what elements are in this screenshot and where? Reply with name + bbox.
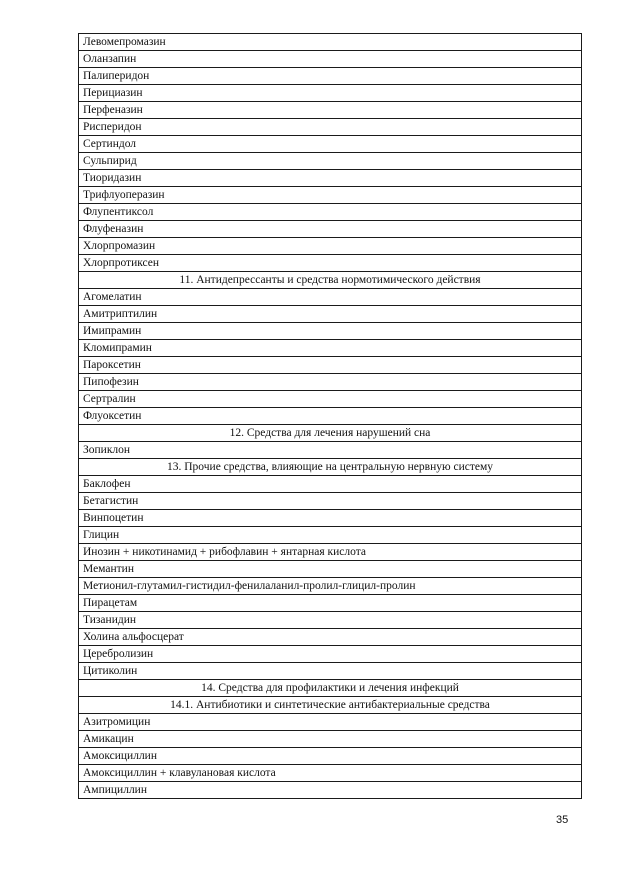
drug-name: Флуфеназин <box>79 221 582 238</box>
drug-name: Трифлуоперазин <box>79 187 582 204</box>
drug-row <box>79 663 582 680</box>
drug-name: Агомелатин <box>79 289 582 306</box>
section-heading: 11. Антидепрессанты и средства нормотимического действия <box>79 272 582 289</box>
drug-row <box>79 391 582 408</box>
drug-row <box>79 34 582 51</box>
drug-row <box>79 629 582 646</box>
drug-row <box>79 527 582 544</box>
drug-row <box>79 306 582 323</box>
drug-row <box>79 170 582 187</box>
drug-row <box>79 510 582 527</box>
drug-row <box>79 119 582 136</box>
drug-row <box>79 323 582 340</box>
drug-name: Флупентиксол <box>79 204 582 221</box>
drug-row <box>79 136 582 153</box>
drug-row <box>79 561 582 578</box>
drug-name: Перициазин <box>79 85 582 102</box>
drug-row <box>79 442 582 459</box>
drug-row <box>79 612 582 629</box>
drug-row <box>79 102 582 119</box>
drug-row <box>79 595 582 612</box>
drug-row <box>79 153 582 170</box>
drug-name: Сертиндол <box>79 136 582 153</box>
drug-name: Тизанидин <box>79 612 582 629</box>
drug-row <box>79 544 582 561</box>
drug-name: Пирацетам <box>79 595 582 612</box>
drug-name: Метионил-глутамил-гистидил-фенилаланил-пролил-глицил-пролин <box>79 578 582 595</box>
drug-row <box>79 51 582 68</box>
drug-row <box>79 748 582 765</box>
drug-name: Амикацин <box>79 731 582 748</box>
drug-list-body <box>79 34 582 799</box>
section-heading-row <box>79 459 582 476</box>
drug-name: Амоксициллин + клавулановая кислота <box>79 765 582 782</box>
section-heading: 14. Средства для профилактики и лечения инфекций <box>79 680 582 697</box>
drug-name: Пароксетин <box>79 357 582 374</box>
section-heading: 12. Средства для лечения нарушений сна <box>79 425 582 442</box>
drug-row <box>79 782 582 799</box>
drug-row <box>79 646 582 663</box>
drug-row <box>79 340 582 357</box>
drug-name: Ампициллин <box>79 782 582 799</box>
section-heading-row <box>79 272 582 289</box>
drug-row <box>79 255 582 272</box>
drug-row <box>79 374 582 391</box>
drug-name: Бетагистин <box>79 493 582 510</box>
drug-row <box>79 357 582 374</box>
drug-name: Флуоксетин <box>79 408 582 425</box>
drug-row <box>79 238 582 255</box>
drug-name: Винпоцетин <box>79 510 582 527</box>
drug-name: Сульпирид <box>79 153 582 170</box>
page-number: 35 <box>556 814 569 826</box>
drug-name: Азитромицин <box>79 714 582 731</box>
section-heading: 14.1. Антибиотики и синтетические антибактериальные средства <box>79 697 582 714</box>
drug-name: Перфеназин <box>79 102 582 119</box>
section-heading-row <box>79 680 582 697</box>
drug-name: Сертралин <box>79 391 582 408</box>
drug-name: Кломипрамин <box>79 340 582 357</box>
drug-name: Амоксициллин <box>79 748 582 765</box>
drug-row <box>79 731 582 748</box>
drug-row <box>79 204 582 221</box>
drug-row <box>79 408 582 425</box>
drug-row <box>79 476 582 493</box>
drug-name: Левомепромазин <box>79 34 582 51</box>
drug-name: Имипрамин <box>79 323 582 340</box>
drug-name: Амитриптилин <box>79 306 582 323</box>
section-heading-row <box>79 425 582 442</box>
drug-row <box>79 714 582 731</box>
drug-name: Баклофен <box>79 476 582 493</box>
drug-name: Глицин <box>79 527 582 544</box>
drug-row <box>79 221 582 238</box>
drug-row <box>79 765 582 782</box>
drug-name: Церебролизин <box>79 646 582 663</box>
drug-name: Тиоридазин <box>79 170 582 187</box>
drug-name: Зопиклон <box>79 442 582 459</box>
drug-name: Оланзапин <box>79 51 582 68</box>
drug-name: Пипофезин <box>79 374 582 391</box>
section-heading: 13. Прочие средства, влияющие на центральную нервную систему <box>79 459 582 476</box>
drug-name: Хлорпромазин <box>79 238 582 255</box>
drug-row <box>79 85 582 102</box>
drug-row <box>79 289 582 306</box>
drug-name: Рисперидон <box>79 119 582 136</box>
drug-row <box>79 187 582 204</box>
drug-row <box>79 578 582 595</box>
drug-name: Холина альфосцерат <box>79 629 582 646</box>
drug-name: Палиперидон <box>79 68 582 85</box>
drug-row <box>79 68 582 85</box>
drug-name: Хлорпротиксен <box>79 255 582 272</box>
drug-name: Мемантин <box>79 561 582 578</box>
section-heading-row <box>79 697 582 714</box>
drug-row <box>79 493 582 510</box>
drug-name: Инозин + никотинамид + рибофлавин + янтарная кислота <box>79 544 582 561</box>
drug-name: Цитиколин <box>79 663 582 680</box>
drug-list-table <box>78 33 582 799</box>
